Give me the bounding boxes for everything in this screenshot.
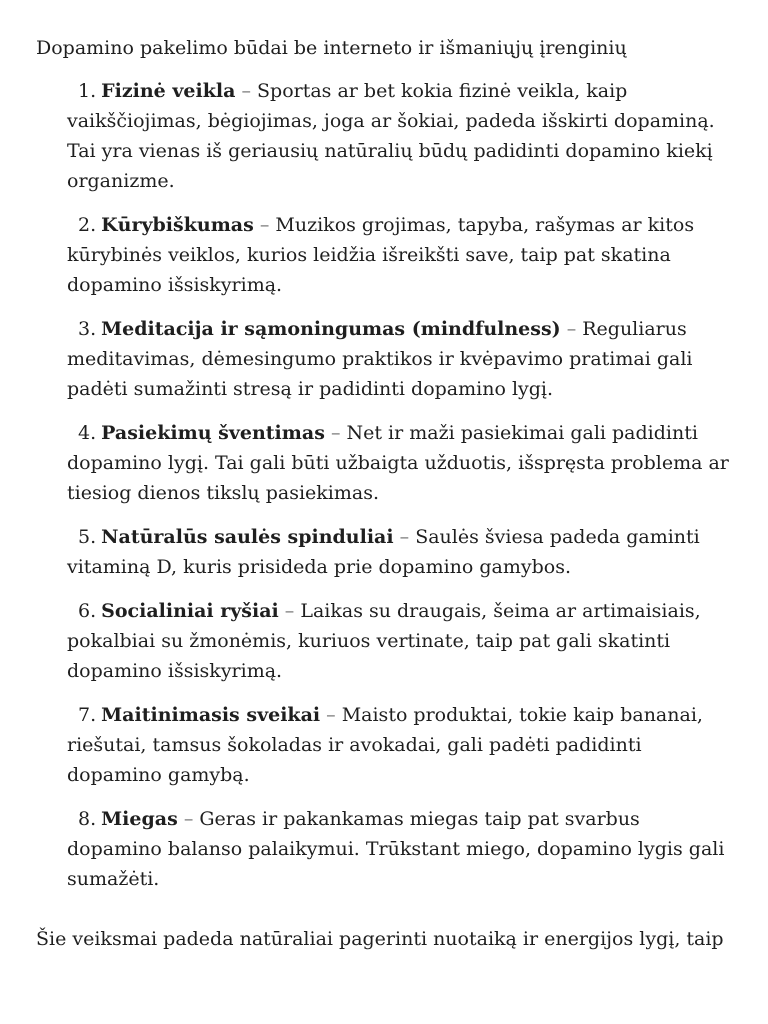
item-number: 2. [78,214,97,236]
list-item [67,314,739,404]
item-number: 8. [78,808,97,830]
item-separator: – [326,704,336,726]
item-title: Natūralūs saulės spinduliai [101,526,394,548]
item-description: Maisto produktai, tokie kaip bananai, riešutai, tamsus šokoladas ir avokadai, gali padėti padidinti dopamino gamybą. [67,704,703,786]
item-title: Pasiekimų šventimas [101,422,325,444]
item-separator: – [259,214,270,236]
document-outro: Šie veiksmai padeda natūraliai pagerinti nuotaiką ir energijos lygį, taip [36,928,724,950]
item-description: Laikas su draugais, šeima ar artimaisiais, pokalbiai su žmonėmis, kuriuos vertinate, taip pat gali skatinti dopamino išsiskyrimą. [67,600,701,682]
item-title: Kūrybiškumas [101,214,254,236]
item-description: Muzikos grojimas, tapyba, rašymas ar kitos kūrybinės veiklos, kurios leidžia išreikšti save, taip pat skatina dopamino išsiskyrimą. [67,214,695,296]
list-item [67,700,739,790]
item-description: Sportas ar bet kokia fizinė veikla, kaip vaikščiojimas, bėgiojimas, joga ar šokiai, padeda išskirti dopaminą. Tai yra vienas iš geriausių natūralių būdų padidinti dopamino kiekį organizme. [67,80,715,192]
item-separator: – [284,600,295,622]
item-number: 7. [78,704,97,726]
list-item [67,596,739,686]
item-title: Maitinimasis sveikai [101,704,321,726]
item-separator: – [399,526,410,548]
list-item [67,418,739,508]
item-title: Fizinė veikla [101,80,236,102]
list-item [67,210,739,300]
item-title: Miegas [101,808,178,830]
item-number: 6. [78,600,97,622]
item-separator: – [241,80,251,102]
item-description: Reguliarus meditavimas, dėmesingumo praktikos ir kvėpavimo pratimai gali padėti sumažinti stresą ir padidinti dopamino lygį. [67,318,693,400]
item-description: Saulės šviesa padeda gaminti vitaminą D, kuris prisideda prie dopamino gamybos. [67,526,700,578]
document-intro: Dopamino pakelimo būdai be interneto ir išmaniųjų įrenginių [36,37,627,59]
tips-list [67,76,739,908]
item-description: Geras ir pakankamas miegas taip pat svarbus dopamino balanso palaikymui. Trūkstant miego, dopamino lygis gali sumažėti. [67,808,725,890]
list-item [67,804,739,894]
item-number: 1. [78,80,97,102]
list-item [67,522,739,582]
item-number: 4. [78,422,97,444]
list-item [67,76,739,196]
item-number: 5. [78,526,97,548]
item-number: 3. [78,318,97,340]
item-separator: – [566,318,577,340]
item-separator: – [183,808,194,830]
item-separator: – [330,422,341,444]
item-title: Meditacija ir sąmoningumas (mindfulness) [101,318,561,340]
item-title: Socialiniai ryšiai [101,600,279,622]
item-description: Net ir maži pasiekimai gali padidinti dopamino lygį. Tai gali būti užbaigta užduotis, išspręsta problema ar tiesiog dienos tikslų pasiekimas. [67,422,729,504]
